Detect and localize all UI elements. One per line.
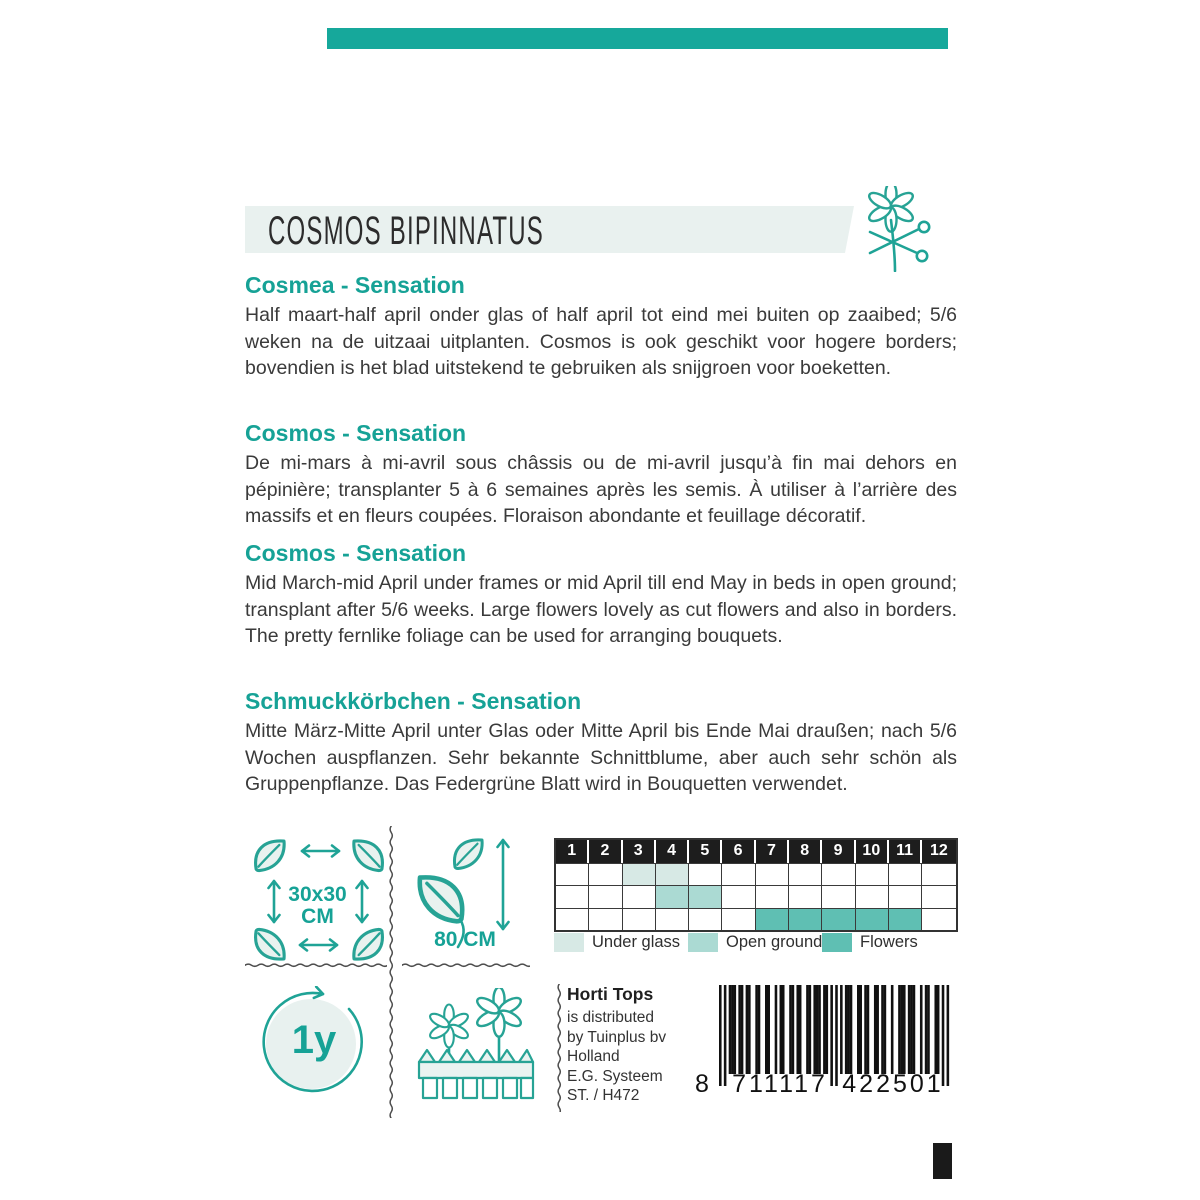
sowing-calendar <box>554 838 958 932</box>
annual-label: 1y <box>291 1018 337 1062</box>
legend-swatch <box>554 933 584 952</box>
legend-label: Flowers <box>860 933 918 951</box>
calendar-month-label: 5 <box>689 840 722 863</box>
calendar-month-label: 10 <box>856 840 889 863</box>
calendar-row-flowers <box>556 908 956 931</box>
calendar-cell <box>922 908 955 931</box>
wavy-divider-horizontal <box>402 962 530 972</box>
calendar-cell <box>856 885 889 908</box>
brand-color-bar <box>327 28 948 49</box>
print-registration-mark <box>933 1143 952 1179</box>
calendar-month-label: 2 <box>589 840 622 863</box>
barcode-right-group: 422501 <box>842 1070 944 1098</box>
height-value: 80 CM <box>434 928 496 951</box>
calendar-cell <box>789 863 822 886</box>
species-title: COSMOS BIPINNATUS <box>268 209 544 253</box>
section-heading: Schmuckkörbchen - Sensation <box>245 688 582 714</box>
calendar-cell <box>789 908 822 931</box>
calendar-cell <box>556 908 589 931</box>
calendar-cell <box>689 885 722 908</box>
calendar-month-label: 4 <box>656 840 689 863</box>
legend-swatch <box>688 933 718 952</box>
calendar-cell <box>889 863 922 886</box>
calendar-month-label: 8 <box>789 840 822 863</box>
calendar-month-label: 6 <box>722 840 755 863</box>
vertical-arrow-icon <box>498 840 509 929</box>
calendar-month-label: 3 <box>623 840 656 863</box>
distributor-line: by Tuinplus bv <box>567 1028 667 1046</box>
ean13-barcode <box>695 985 955 1103</box>
barcode-left-group: 711117 <box>732 1070 828 1098</box>
distributor-line: ST. / H472 <box>567 1087 640 1104</box>
barcode-lead-digit: 8 <box>695 1070 709 1098</box>
calendar-cell <box>922 885 955 908</box>
calendar-cell <box>623 885 656 908</box>
horizontal-arrow-icon <box>300 940 337 951</box>
calendar-month-label: 7 <box>756 840 789 863</box>
calendar-cell <box>722 885 755 908</box>
calendar-cell <box>756 863 789 886</box>
calendar-cell <box>756 885 789 908</box>
calendar-cell <box>856 863 889 886</box>
horizontal-arrow-icon <box>302 846 339 857</box>
section-german <box>245 688 957 798</box>
cut-flower-icon <box>858 186 944 272</box>
calendar-cell <box>722 863 755 886</box>
section-body: Half maart-half april onder glas of half april tot eind mei buiten op zaaibed; 5/6 weken na de uitzaai uitplanten. Cosmos is ook geschikt voor hogere borders; bovendien is het blad uitstekend te gebruiken als snijgroen voor boeketten. <box>245 304 957 379</box>
calendar-cell <box>556 885 589 908</box>
spacing-unit: CM <box>301 905 334 928</box>
calendar-month-label: 9 <box>822 840 855 863</box>
calendar-cell <box>623 863 656 886</box>
calendar-month-header <box>556 840 956 863</box>
calendar-cell <box>822 885 855 908</box>
section-body: Mitte März-Mitte April unter Glas oder Mitte April bis Ende Mai draußen; nach 5/6 Wochen auspflanzen. Sehr bekannte Schnittblume, aber auch sehr schön als Gruppenpflanze. Das Federgrüne Blatt wird in Bouquetten verwendet. <box>245 720 957 795</box>
distributor-block <box>567 984 666 1106</box>
section-french <box>245 420 957 530</box>
section-dutch <box>245 272 957 382</box>
calendar-cell <box>589 885 622 908</box>
distributor-name: Horti Tops <box>567 984 654 1004</box>
calendar-cell <box>756 908 789 931</box>
calendar-cell <box>589 908 622 931</box>
section-english <box>245 540 957 650</box>
border-flowers-icon <box>415 988 537 1102</box>
calendar-cell <box>556 863 589 886</box>
calendar-month-label: 1 <box>556 840 589 863</box>
section-heading: Cosmos - Sensation <box>245 540 467 566</box>
calendar-cell <box>722 908 755 931</box>
section-body: Mid March-mid April under frames or mid April till end May in beds in open ground; transplant after 5/6 weeks. Large flowers lovely as cut flowers and also in borders. The pretty fernlike foliage can be used for arranging bouquets. <box>245 572 957 647</box>
section-heading: Cosmos - Sensation <box>245 420 467 446</box>
calendar-cell <box>656 885 689 908</box>
calendar-cell <box>889 885 922 908</box>
calendar-cell <box>856 908 889 931</box>
section-body: De mi-mars à mi-avril sous châssis ou de mi-avril jusqu’à fin mai dehors en pépinière; transplanter 5 à 6 semaines après les semis. À utiliser à l’arrière des massifs et en fleurs coupées. Floraison abondante et feuillage décoratif. <box>245 452 957 527</box>
calendar-month-label: 11 <box>889 840 922 863</box>
distributor-line: E.G. Systeem <box>567 1067 663 1085</box>
calendar-cell <box>656 863 689 886</box>
calendar-cell <box>789 885 822 908</box>
section-heading: Cosmea - Sensation <box>245 272 465 298</box>
calendar-row-under-glass <box>556 863 956 886</box>
wavy-divider-horizontal <box>245 962 387 972</box>
calendar-cell <box>922 863 955 886</box>
spacing-value: 30x30 <box>288 883 347 906</box>
calendar-cell <box>822 908 855 931</box>
calendar-cell <box>689 863 722 886</box>
legend-label: Open ground <box>726 933 823 951</box>
calendar-month-label: 12 <box>922 840 955 863</box>
legend-label: Under glass <box>592 933 681 951</box>
calendar-cell <box>889 908 922 931</box>
calendar-cell <box>822 863 855 886</box>
legend-item <box>688 933 822 952</box>
distributor-line: Holland <box>567 1048 620 1065</box>
calendar-cell <box>589 863 622 886</box>
legend-swatch <box>822 933 852 952</box>
wavy-divider-vertical <box>388 826 400 1118</box>
legend-item <box>822 933 918 952</box>
calendar-cell <box>656 908 689 931</box>
legend-item <box>554 933 680 952</box>
calendar-cell <box>689 908 722 931</box>
calendar-cell <box>623 908 656 931</box>
calendar-row-open-ground <box>556 885 956 908</box>
distributor-line: is distributed <box>567 1009 655 1026</box>
